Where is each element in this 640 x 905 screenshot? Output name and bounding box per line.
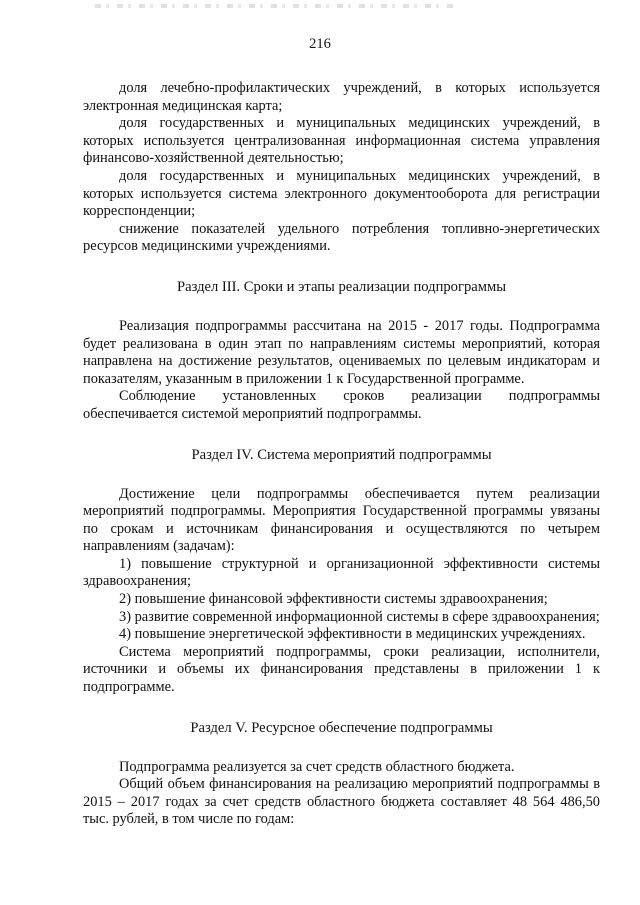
paragraph: Достижение цели подпрограммы обеспечивается путем реализации мероприятий подпрограммы. Мероприятия Государственной программы увязаны по срокам и источникам финансирования и осуществляются по четырем направлениям (задачам):: [83, 485, 600, 555]
scan-header-noise: [95, 4, 455, 8]
section-heading-3: Раздел III. Сроки и этапы реализации подпрограммы: [176, 278, 507, 295]
paragraph: доля государственных и муниципальных медицинских учреждений, в которых используется централизованная информационная система управления финансово-хозяйственной деятельностью;: [83, 115, 600, 167]
paragraph: Реализация подпрограммы рассчитана на 2015 - 2017 годы. Подпрограмма будет реализована в один этап по направлениям системы мероприятий, которая направлена на достижение результатов, оцениваемых по целевым индикаторам и показателям, указанным в приложении 1 к Государственной программе.: [83, 317, 600, 387]
document-body: [83, 80, 600, 829]
page-number: 216: [309, 36, 331, 52]
paragraph: доля лечебно-профилактических учреждений, в которых используется электронная медицинская карта;: [83, 80, 600, 114]
paragraph: снижение показателей удельного потребления топливно-энергетических ресурсов медицинскими учреждениями.: [83, 220, 600, 255]
section-heading-4: Раздел IV. Система мероприятий подпрограммы: [191, 446, 492, 463]
paragraph: Система мероприятий подпрограммы, сроки реализации, исполнители, источники и объемы их финансирования представлены в приложении 1 к подпрограмме.: [83, 643, 600, 696]
paragraph: Соблюдение установленных сроков реализации подпрограммы обеспечивается системой мероприятий подпрограммы.: [83, 388, 600, 422]
paragraph: Общий объем финансирования на реализацию мероприятий подпрограммы в 2015 – 2017 годах за счет средств областного бюджета составляет 48 564 486,50 тыс. рублей, в том числе по годам:: [83, 776, 600, 828]
paragraph: Подпрограмма реализуется за счет средств областного бюджета.: [119, 758, 515, 775]
list-item: 1) повышение структурной и организационной эффективности системы здравоохранения;: [83, 555, 600, 590]
list-item: 3) развитие современной информационной системы в сфере здравоохранения;: [119, 608, 600, 625]
paragraph: доля государственных и муниципальных медицинских учреждений, в которых используется система электронного документооборота для регистрации корреспонденции;: [83, 167, 600, 220]
list-item: 4) повышение энергетической эффективности в медицинских учреждениях.: [119, 626, 586, 643]
list-item: 2) повышение финансовой эффективности системы здравоохранения;: [119, 591, 548, 608]
section-heading-5: Раздел V. Ресурсное обеспечение подпрограммы: [190, 719, 493, 736]
